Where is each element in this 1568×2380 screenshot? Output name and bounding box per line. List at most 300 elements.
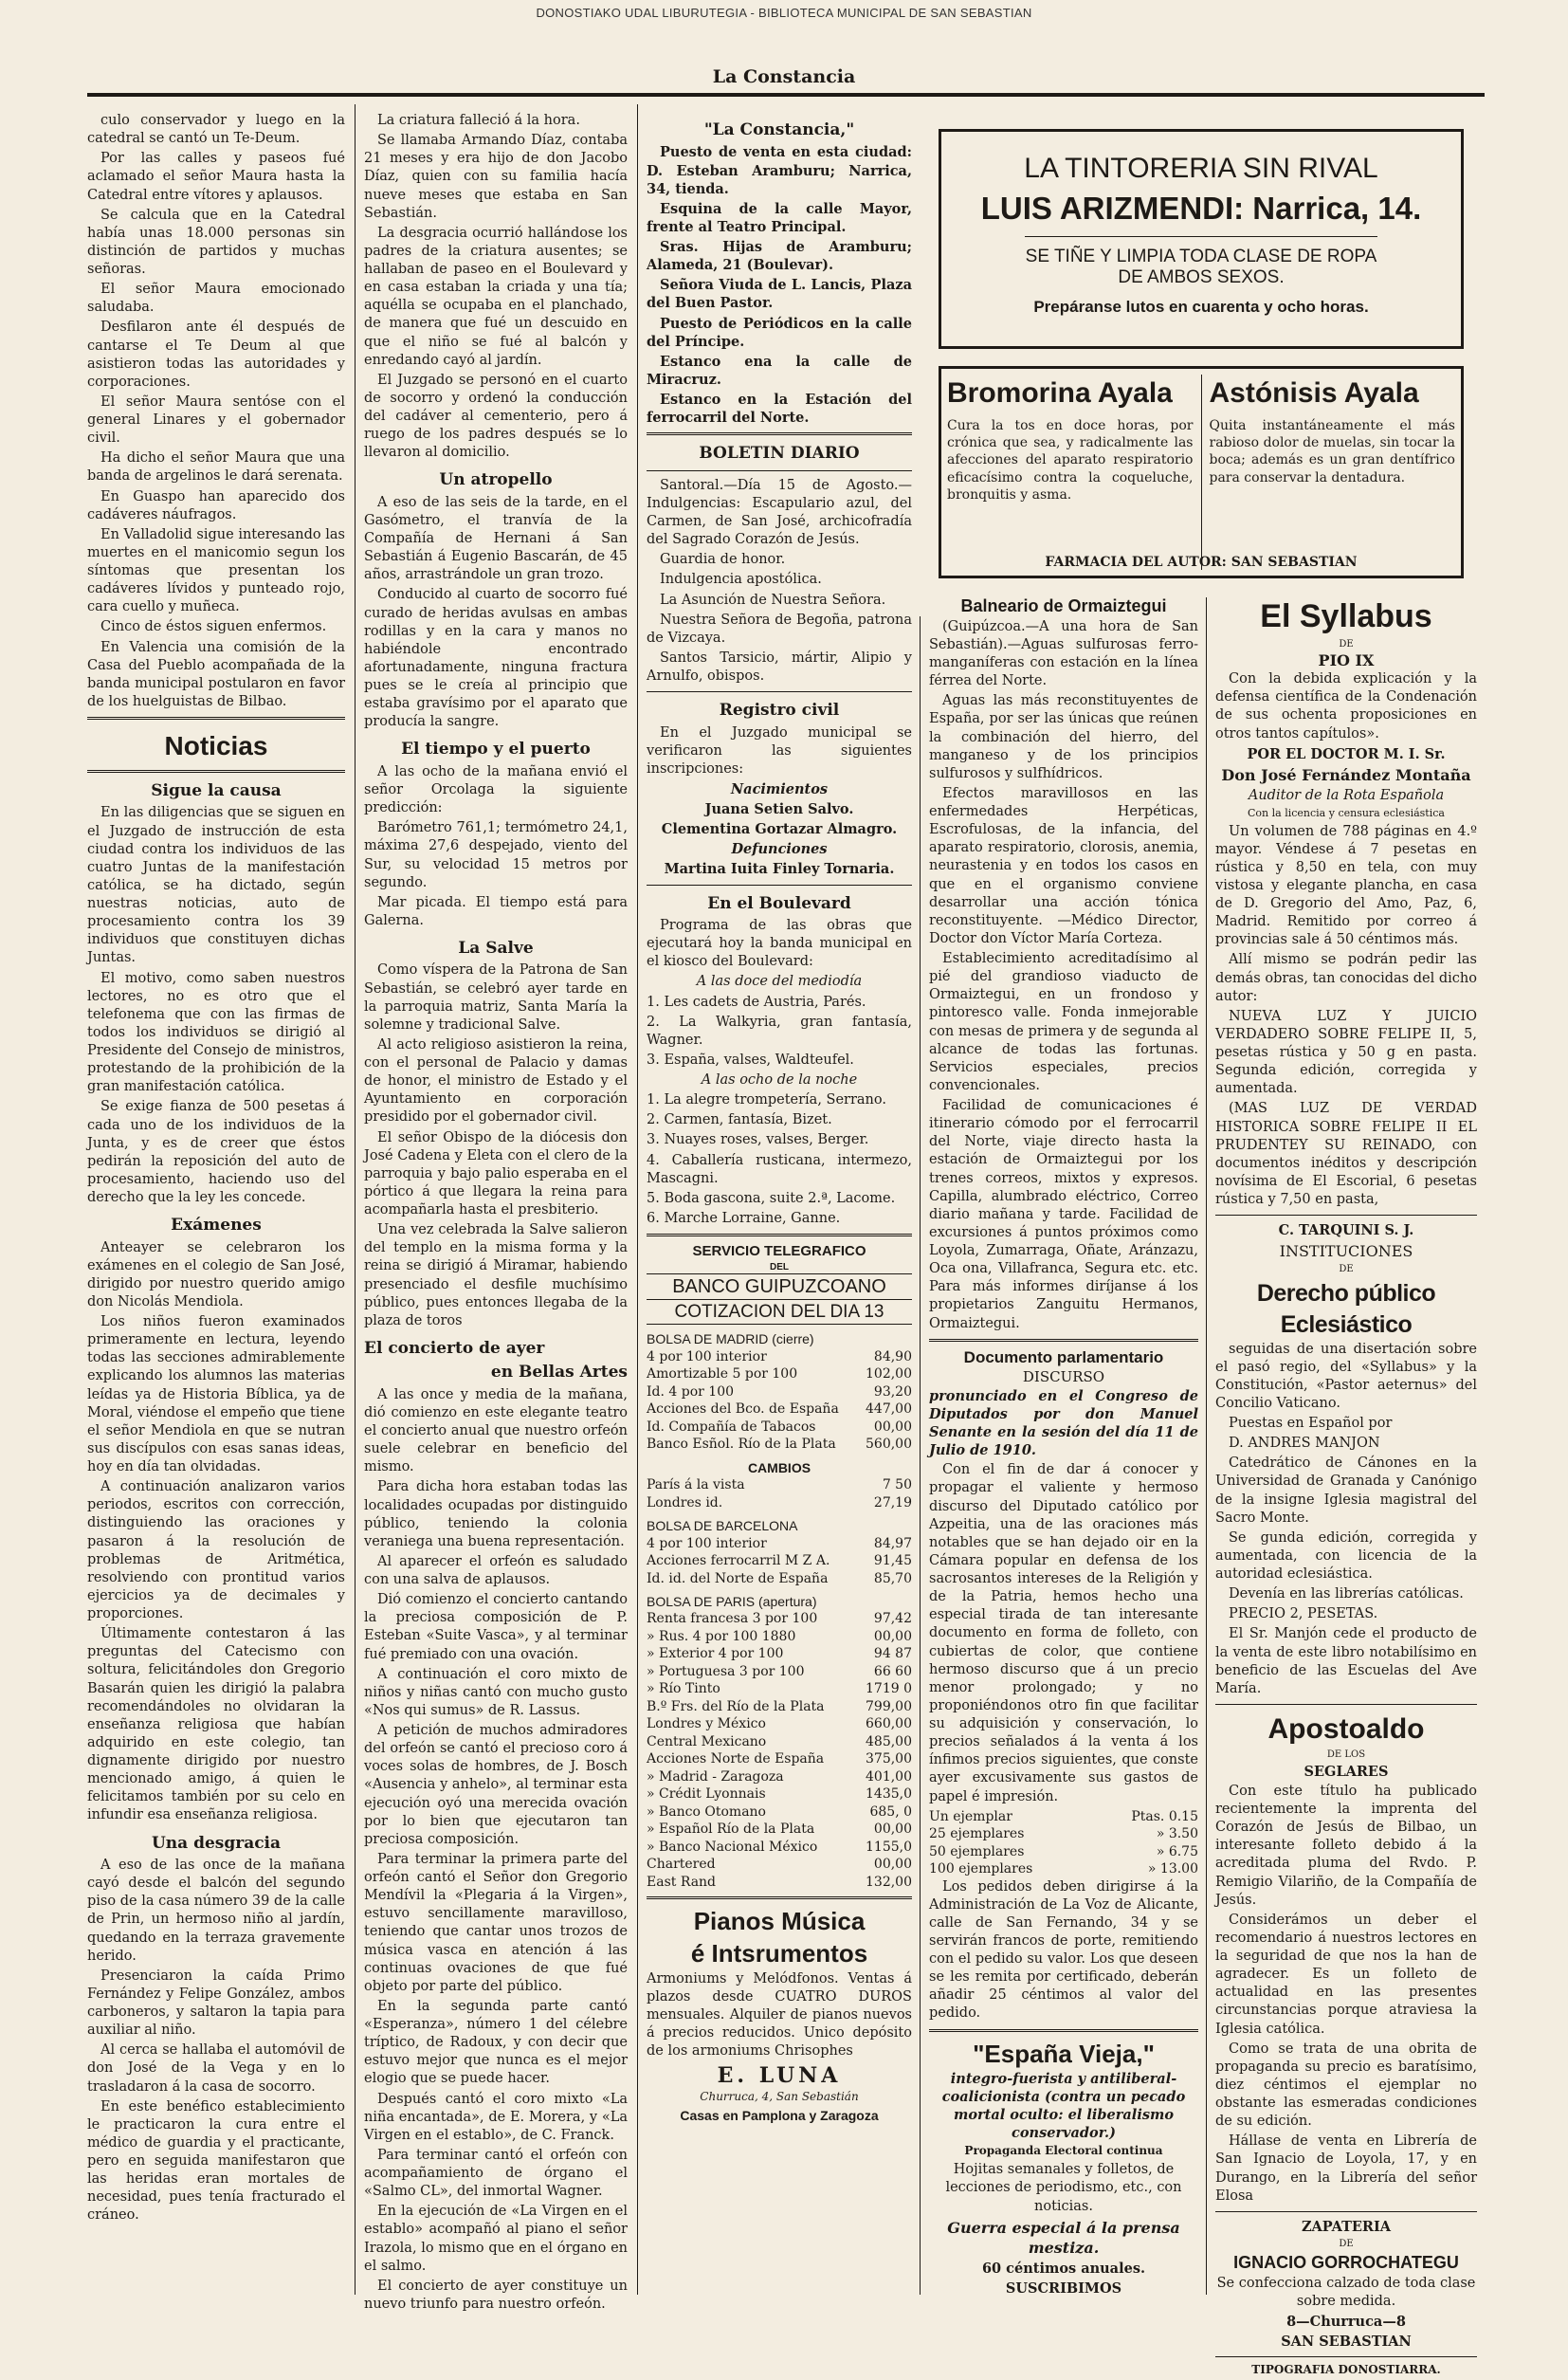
paragraph: El señor Maura sentóse con el general Linares y el gobernador civil.	[87, 394, 345, 447]
paragraph: Efectos maravillosos en las enfermedades Herpéticas, Escrofulosas, de la infancia, del aparato respiratorio, clorosis, anemia, neurastenia y en todos los casos en que en el organismo conviene desarrollar una acción tónica reconstituyente. —Médico Director, Doctor don Víctor María Corteza.	[929, 785, 1198, 946]
price-row	[647, 1750, 912, 1767]
price-row	[647, 1874, 912, 1891]
price-value: 00,00	[873, 1857, 912, 1873]
paragraph: A eso de las seis de la tarde, en el Gasómetro, el tranvía de la Compañía de Hernani á San Sebastián á Eugenio Bascarán, de 45 años, arrastrándole un gran trozo.	[364, 494, 628, 583]
noche-label: A las ocho de la noche	[701, 1072, 858, 1088]
paragraph: 2. La Walkyria, gran fantasía, Wagner.	[647, 1014, 912, 1048]
price-row	[647, 1785, 912, 1803]
price-row	[647, 1401, 912, 1418]
derecho-paras	[1215, 1341, 1477, 1698]
price-value: 447,00	[866, 1401, 912, 1418]
paragraph: Ha dicho el señor Maura que una banda de argelinos le dará serenata.	[87, 450, 345, 485]
price-label: Londres y México	[647, 1716, 766, 1732]
price-value: 1155,0	[866, 1839, 912, 1855]
divider	[647, 432, 912, 435]
apostolado-seglares: SEGLARES	[1304, 1763, 1389, 1780]
paragraph: Últimamente contestaron á las preguntas del Catecismo con soltura, felicitándoles don Gregorio Basarán quien les dirigió la palabra recomendándoles no olvidaran la enseñanza religiosa que habían adquirido en este colegio, tan dignamente dirigido por nuestro mencionado amigo, á quien le felicitamos también por su celo en infundir esa enseñanza religiosa.	[87, 1626, 345, 1823]
divider	[647, 885, 912, 886]
price-label: » Rus. 4 por 100 1880	[647, 1628, 796, 1644]
price-row	[647, 1628, 912, 1645]
price-label: » Madrid - Zaragoza	[647, 1768, 784, 1785]
paragraph: Considerámos un deber el recomendario á nuestros lectores en la seguridad de que nos la han de agradecer. Es un folleto de actualidad en las presentes circunstancias porque atraviesa la Iglesia católica.	[1215, 1912, 1477, 2037]
price-label: East Rand	[647, 1874, 717, 1890]
sigue-title: Sigue la causa	[151, 780, 282, 800]
price-label: 4 por 100 interior	[647, 1535, 767, 1551]
price-row	[647, 1803, 912, 1821]
tarquini: C. TARQUINI S. J.	[1278, 1222, 1414, 1239]
paragraph: Clementina Gortazar Almagro.	[661, 821, 898, 838]
price-value: 84,90	[873, 1348, 912, 1364]
paragraph: Conducido al cuarto de socorro fué curado de heridas avulsas en ambas rodillas y en la cara y manos no habiéndole encontrado afortunadamente, ninguna fractura pues se le creía al principio que estaba gravísimo por el aparato que producía la sangre.	[364, 587, 628, 730]
defunciones-list	[647, 860, 912, 878]
syllabus-author: Don José Fernández Montaña	[1221, 765, 1471, 784]
ejemplares-table	[929, 1808, 1198, 1878]
bromorina-title: Bromorina Ayala	[947, 377, 1173, 409]
column-1	[87, 112, 345, 2227]
column-5	[1215, 595, 1477, 2380]
paragraph: Devenía en las librerías católicas.	[1229, 1586, 1464, 1602]
paragraph: Presenciaron la caída Primo Fernández y Felipe González, ambos carboneros, y saltaron la tapia para auxiliar al niño.	[87, 1968, 345, 2039]
price-value: 97,42	[873, 1611, 912, 1627]
price-value: » 3.50	[1156, 1826, 1198, 1842]
espana-title: "España Vieja,"	[973, 2039, 1155, 2068]
price-label: Acciones ferrocarril M Z A.	[647, 1553, 830, 1569]
mediodia-list	[647, 994, 912, 1071]
column-rule-2	[637, 104, 638, 2295]
tintoreria-name: LUIS ARIZMENDI: Narrica, 14.	[980, 191, 1422, 226]
astonisis-title: Astónisis Ayala	[1209, 377, 1419, 409]
price-value: 132,00	[866, 1874, 912, 1890]
paragraph: Por las calles y paseos fué aclamado el señor Maura hasta la Catedral entre vítores y aplausos.	[87, 151, 345, 203]
divider	[647, 470, 912, 471]
price-value: 84,97	[873, 1535, 912, 1551]
concierto-paras	[364, 1386, 628, 2314]
paragraph: En Valencia una comisión de la Casa del Pueblo acompañada de la banda municipal postularon en favor de los huelguistas de Bilbao.	[87, 639, 345, 709]
paragraph: (Guipúzcoa.—A una hora de San Sebastián).—Aguas sulfurosas ferro-manganíferas con estación en la línea férrea del Norte.	[929, 618, 1198, 689]
paragraph: Como se trata de una obrita de propaganda su precio es baratísimo, diez céntimos el ejemplar no obstante las esmeradas condiciones de su edición.	[1215, 2041, 1477, 2130]
price-value: 102,00	[866, 1366, 912, 1382]
paragraph: Se exige fianza de 500 pesetas á cada uno de los individuos de la Junta, y es de creer que éstos pedirán la reposición del auto de procesamiento, haciendo uso del derecho que la ley les concede.	[87, 1099, 345, 1206]
noticias-title: Noticias	[164, 731, 268, 760]
price-row	[929, 1825, 1198, 1842]
espana-subtitle: integro-fuerista y antiliberal-coalicionista (contra un pecado mortal oculto: el liberalismo conservador.)	[941, 2070, 1186, 2142]
paragraph: 2. Carmen, fantasía, Bizet.	[647, 1112, 832, 1128]
defunciones-label: Defunciones	[731, 841, 828, 858]
paragraph: Sras. Hijas de Aramburu; Alameda, 21 (Boulevar).	[647, 239, 912, 274]
apostolado-title: Apostoaldo	[1267, 1712, 1425, 1745]
divider	[1215, 1215, 1477, 1216]
tipografia: TIPOGRAFIA DONOSTIARRA.	[1251, 2363, 1441, 2377]
column-rule-4	[1206, 597, 1207, 2295]
price-value: 00,00	[873, 1822, 912, 1838]
pianos-title: Pianos Música	[693, 1906, 866, 1935]
price-value: 00,00	[873, 1628, 912, 1644]
paragraph: Facilidad de comunicaciones é itinerario cómodo por el ferrocarril del Norte, viaje directo hasta la estación de Ormaiztegui por los trenes correos, mixtos y expresos. Capilla, alumbrado eléctrico, Correo diario mañana y tarde. Facilidad de excursiones á puntos próximos como Loyola, Zumarraga, Oñate, Aránzazu, Oca ona, Villafranca, Segura etc. etc. Para más informes diríjanse á los propietarios Zanguitu Hermanos, Ormaiztegui.	[929, 1098, 1198, 1331]
price-label: » Río Tinto	[647, 1681, 720, 1697]
atropello-paras	[364, 494, 628, 732]
price-row	[647, 1436, 912, 1453]
price-label: » Crédit Lyonnais	[647, 1786, 766, 1803]
paragraph: En la ejecución de «La Virgen en el establo» acompañó al piano el señor Irazola, lo mismo que en el órgano en el salmo.	[364, 2204, 628, 2274]
divider	[1215, 2211, 1477, 2212]
price-label: Banco Esñol. Río de la Plata	[647, 1437, 836, 1453]
price-row	[647, 1680, 912, 1697]
tintoreria-lutos: Prepáranse lutos en cuarenta y ocho horas.	[1033, 298, 1369, 316]
atropello-title: Un atropello	[439, 470, 553, 490]
column-rule-1	[355, 104, 356, 2295]
salve-paras	[364, 961, 628, 1330]
bromorina-block	[947, 375, 1202, 570]
zapateria: ZAPATERIA	[1301, 2218, 1392, 2235]
price-row	[929, 1860, 1198, 1877]
price-label: Chartered	[647, 1857, 716, 1873]
documento-paras	[929, 1461, 1198, 1805]
luna-address: Churruca, 4, San Sebastián	[700, 2090, 859, 2104]
paragraph: El motivo, como saben nuestros lectores, no es otro que el telefonema que con las firmas de todos los individuos se dirigió al Presidente del Consejo de ministros, protestando de la prohibición de la gran manifestación católica.	[87, 970, 345, 1095]
paragraph: A continuación analizaron varios periodos, escritos con corrección, distinguiendo las oraciones y pasaron á la resolución de problemas de Aritmética, resolviendo con prontitud varios ejercicios ya de decimales y proporciones.	[87, 1479, 345, 1622]
espana-guerra: Guerra especial á la prensa mestiza.	[947, 2218, 1180, 2257]
price-row	[647, 1476, 912, 1493]
paragraph: Se calcula que en la Catedral había unas 18.000 personas sin distinción de partidos y muchas señoras.	[87, 207, 345, 277]
barcelona-table	[647, 1535, 912, 1587]
barcelona-title: BOLSA DE BARCELONA	[647, 1518, 798, 1534]
paragraph: Indulgencia apostólica.	[660, 572, 822, 588]
price-value: 91,45	[873, 1553, 912, 1569]
syllabus-licencia: Con la licencia y censura eclesiástica	[1248, 807, 1445, 820]
paragraph: Estanco en la Estación del ferrocarril del Norte.	[647, 392, 912, 427]
cambios-table	[647, 1476, 912, 1511]
farmacia-line: FARMACIA DEL AUTOR: SAN SEBASTIAN	[1045, 555, 1358, 570]
price-row	[929, 1808, 1198, 1825]
price-label: Londres id.	[647, 1494, 723, 1510]
telegrafico-del: DEL	[770, 1261, 789, 1272]
salve-title: La Salve	[458, 939, 534, 958]
noche-list	[647, 1091, 912, 1228]
price-label: Acciones Norte de España	[647, 1751, 825, 1767]
price-row	[647, 1365, 912, 1382]
paragraph: El señor Maura emocionado saludaba.	[87, 282, 345, 316]
price-label: Renta francesa 3 por 100	[647, 1611, 818, 1627]
masthead: La Constancia	[712, 66, 856, 87]
ayala-ad	[939, 366, 1464, 578]
paragraph: La criatura falleció á la hora.	[377, 113, 580, 128]
paragraph: Al aparecer el orfeón es saludado con una salva de aplausos.	[364, 1553, 628, 1588]
paragraph: Se llamaba Armando Díaz, contaba 21 meses y era hijo de don Jacobo Díaz, quien con su familia hacía nueve meses que estaba en San Sebastián.	[364, 133, 628, 221]
paragraph: A las ocho de la mañana envió el señor Orcolaga la siguiente predicción:	[364, 763, 628, 816]
price-value: 27,19	[873, 1494, 912, 1510]
price-row	[647, 1535, 912, 1552]
zapateria-address: 8—Churruca—8	[1286, 2314, 1406, 2331]
paragraph: Catedrático de Cánones en la Universidad de Granada y Canónigo de la insigne Iglesia magistral del Sacro Monte.	[1215, 1455, 1477, 1526]
paragraph: Los niños fueron examinados primeramente en lectura, leyendo todas las secciones admirablemente explicando los alumnos las materias leídas ya de Historia Bíblica, ya de Moral, viéndose el empeño que tiene el señor Mendiola en que se nutran sus discípulos con esas sanas ideas, hoy en día tan olvidadas.	[87, 1314, 345, 1475]
price-value: 85,70	[873, 1570, 912, 1586]
paragraph: Desfilaron ante él después de cantarse el Te Deum al que asistieron todas las autoridades y corporaciones.	[87, 320, 345, 390]
price-row	[647, 1821, 912, 1838]
banco-title: BANCO GUIPUZCOANO	[647, 1273, 912, 1300]
paris-table	[647, 1610, 912, 1891]
apostolado-de: DE LOS	[1326, 1748, 1366, 1760]
price-label: Un ejemplar	[929, 1808, 1012, 1824]
paragraph: Un volumen de 788 páginas en 4.º mayor. Véndese á 7 pesetas en rústica y 8,50 en tela, con muy vistosa y elegante plancha, en casa de D. Gregorio del Amo, Paz, 6, Madrid. Remitido por correo á provincias sale á 50 céntimos más.	[1215, 823, 1477, 948]
boletin-paras	[647, 477, 912, 686]
telegrafico-title: SERVICIO TELEGRAFICO	[692, 1243, 866, 1259]
price-row	[647, 1768, 912, 1785]
price-value: 660,00	[866, 1716, 912, 1732]
paragraph: En Guaspo han aparecido dos cadáveres náufragos.	[87, 488, 345, 522]
paragraph: El concierto de ayer constituye un nuevo triunfo para nuestro orfeón.	[364, 2278, 628, 2312]
syllabus-intro: Con la debida explicación y la defensa científica de la Condenación de sus ochenta proposiciones en otros tantos capítulos».	[1215, 671, 1477, 741]
paragraph: 6. Marche Lorraine, Ganne.	[647, 1210, 841, 1226]
paragraph: El Juzgado se personó en el cuarto de socorro y ordenó la conducción del cadáver al cementerio, pero á ruego de los padres después se lo llevaron al domicilio.	[364, 372, 628, 461]
column-4	[929, 595, 1198, 2299]
examenes-title: Exámenes	[171, 1216, 262, 1236]
desgracia-cont-paras	[364, 112, 628, 462]
price-value: 94 87	[873, 1646, 912, 1662]
price-value: 00,00	[873, 1419, 912, 1435]
price-row	[647, 1663, 912, 1680]
price-label: » Exterior 4 por 100	[647, 1646, 784, 1662]
boletin-title: BOLETIN DIARIO	[699, 444, 860, 464]
divider	[647, 1234, 912, 1236]
price-label: » Portuguesa 3 por 100	[647, 1663, 805, 1679]
paragraph: Puesto de Periódicos en la calle del Príncipe.	[647, 315, 912, 350]
paragraph: Guardia de honor.	[660, 552, 786, 568]
paragraph: Juana Setien Salvo.	[704, 801, 854, 818]
price-row	[647, 1733, 912, 1750]
price-label: París á la vista	[647, 1477, 745, 1493]
syllabus-pio: PIO IX	[1318, 651, 1375, 670]
paragraph: Barómetro 761,1; termómetro 24,1, máxima 27,6 despejado, viento del Sur, su velocidad 15 metros por segundo.	[364, 820, 628, 890]
price-row	[929, 1843, 1198, 1860]
instituciones-de: DE	[1339, 1264, 1354, 1275]
discurso-subtitle: pronunciado en el Congreso de Diputados por don Manuel Senante en la sesión del día 11 de Julio de 1910.	[929, 1387, 1198, 1459]
archive-header: DONOSTIAKO UDAL LIBURUTEGIA - BIBLIOTECA MUNICIPAL DE SAN SEBASTIAN	[536, 6, 1032, 20]
tintoreria-title: LA TINTORERIA SIN RIVAL	[1024, 153, 1378, 184]
espana-suscribimos: SUSCRIBIMOS	[1005, 2279, 1122, 2297]
sigue-paras	[87, 804, 345, 1207]
paragraph: La desgracia ocurrió hallándose los padres de la criatura ausentes; se hallaban de paseo en el Boulevard y en casa estaban la criada y una tía; aquélla se ocupaba en el planchado, de manera que fué un descuido en que el niño se fué al balcón y enredando cayó al jardín.	[364, 225, 628, 368]
paragraph: seguidas de una disertación sobre el pasó regio, del «Syllabus» y la Constitución, «Pastor aeternus» del Concilio Vaticano.	[1215, 1341, 1477, 1411]
desgracia-paras	[87, 1857, 345, 2225]
tiempo-paras	[364, 763, 628, 930]
instituciones: INSTITUCIONES	[1279, 1242, 1413, 1261]
price-label: » Banco Nacional México	[647, 1839, 818, 1855]
price-label: B.º Frs. del Río de la Plata	[647, 1698, 825, 1714]
paragraph: 4. Caballería rusticana, intermezo, Mascagni.	[647, 1152, 912, 1186]
price-label: 50 ejemplares	[929, 1843, 1025, 1859]
price-label: Id. 4 por 100	[647, 1383, 735, 1400]
price-label: Id. Compañía de Tabacos	[647, 1419, 816, 1435]
paragraph: Con este título ha publicado recientemente la imprenta del Corazón de Jesús de Bilbao, un interesante folleto debido á la acreditada pluma del Rvdo. P. Remigio Vilariño, de la Compañía de Jesús.	[1215, 1783, 1477, 1908]
concierto-subtitle: en Bellas Artes	[490, 1363, 628, 1382]
price-value: 1435,0	[866, 1786, 912, 1803]
paragraph: Allí mismo se podrán pedir las demás obras, tan conocidas del dicho autor:	[1215, 952, 1477, 1004]
price-value: 485,00	[866, 1733, 912, 1749]
paris-title: BOLSA DE PARIS (apertura)	[647, 1594, 817, 1610]
price-value: 66 60	[873, 1663, 912, 1679]
registro-title: Registro civil	[719, 701, 840, 721]
price-value: 799,00	[866, 1698, 912, 1714]
paragraph: PRECIO 2, PESETAS.	[1229, 1606, 1378, 1622]
mediodia-label: A las doce del mediodía	[696, 974, 863, 990]
divider	[929, 2029, 1198, 2032]
price-row	[647, 1715, 912, 1732]
divider	[87, 770, 345, 773]
price-value: 401,00	[866, 1768, 912, 1785]
espana-propaganda: Propaganda Electoral continua	[964, 2144, 1163, 2158]
paragraph: Esquina de la calle Mayor, frente al Teatro Principal.	[647, 200, 912, 235]
paragraph: Con el fin de dar á conocer y propagar el valiente y hermoso discurso del Diputado católico por Azpeitia, una de las oraciones más notables que se han dejado oir en la Cámara popular en defensa de los sacrosantos intereses de la Religión y de la Patria, hemos hecho una especial tirada de tan interesante documento en forma de folleto, con cubiertas de color, que contiene hermoso discurso que á un precio menor prolongado; y no proponiéndonos otro fin que facilitar su adquisición y conservación, lo precios señalados á la venta á los ínfimos precios siguientes, que conste ayer excusivamente sus gastos de papel é impresión.	[929, 1462, 1198, 1804]
nacimientos-list	[647, 800, 912, 838]
price-row	[647, 1645, 912, 1662]
nacimientos-label: Nacimientos	[730, 780, 829, 797]
divider	[1215, 1704, 1477, 1705]
paragraph: En Valladolid sigue interesando las muertes en el manicomio segun los síntomas que presentan los cadáveres lívidos y punteado rojo, cara cuello y muñeca.	[87, 526, 345, 615]
astonisis-text: Quita instantáneamente el más rabioso dolor de muelas, sin tocar la boca; además es un gran dentífrico para conservar la dentadura.	[1209, 418, 1455, 485]
divider	[1215, 2356, 1477, 2357]
paragraph: A las once y media de la mañana, dió comienzo en este elegante teatro el concierto anual que nuestro orfeón suele celebrar en beneficio del mismo.	[364, 1386, 628, 1475]
price-row	[647, 1552, 912, 1569]
paragraph: Como víspera de la Patrona de San Sebastián, se celebró ayer tarde en la parroquia matriz, Santa María la solemne y tradicional Salve.	[364, 962, 628, 1033]
divider	[647, 691, 912, 692]
price-value: 93,20	[873, 1383, 912, 1400]
paragraph: Después cantó el coro mixto «La niña encantada», de E. Morera, y «La Virgen en el establo», de C. Franck.	[364, 2091, 628, 2143]
examenes-paras	[87, 1239, 345, 1825]
paragraph: A continuación el coro mixto de niños y niñas cantó con mucho gusto «Nos qui sumus» de R. Lassus.	[364, 1666, 628, 1718]
desgracia-title: Una desgracia	[151, 1833, 282, 1853]
price-label: Acciones del Bco. de España	[647, 1401, 839, 1418]
pedidos-text: Los pedidos deben dirigirse á la Administración de La Voz de Alicante, calle de San Fernando, 34 y se servirán francos de porte, remitiendo con el pedido su valor. Los que deseen se les remita por certificado, deberán añadir 25 céntimos al valor del pedido.	[929, 1878, 1198, 2022]
paragraph: Se gunda edición, corregida y aumentada, con licencia de la autoridad eclesiástica.	[1215, 1529, 1477, 1583]
paragraph: Aguas las más reconstituyentes de España, por ser las únicas que reúnen la combinación del hierro, del manganeso y de los principios sulfurosos y sulfhídricos.	[929, 693, 1198, 781]
paragraph: Para terminar la primera parte del orfeón cantó el Señor don Gregorio Mendívil la «Plegaria á la Virgen», estuvo sencillamente maravilloso, teniendo que cantar unos trozos de música vasca en atención á las continuas ovaciones de que fué objeto por parte del público.	[364, 1851, 628, 1994]
paragraph: En la segunda parte cantó «Esperanza», número 1 del célebre tríptico, de Radoux, y con decir que estuvo mejor que nunca es el mejor elogio que se puede hacer.	[364, 1998, 628, 2087]
paragraph: El señor Obispo de la diócesis don José Cadena y Eleta con el clero de la parroquia y bajo palio esperaba en el pórtico á que llegara la reina para acompañarla hasta el presbiterio.	[364, 1129, 628, 1218]
paragraph: Para dicha hora estaban todas las localidades ocupadas por distinguido público, teniendo la colonia veraniega una buena representación.	[364, 1479, 628, 1549]
price-value: » 6.75	[1156, 1843, 1198, 1859]
price-row	[647, 1494, 912, 1511]
column-rule-3	[920, 616, 921, 2295]
paragraph: La Asunción de Nuestra Señora.	[660, 592, 886, 608]
registro-intro: En el Juzgado municipal se verificaron las siguientes inscripciones:	[647, 724, 912, 777]
paragraph: A petición de muchos admiradores del orfeón se cantó el precioso coro á voces solas de hombres, de J. Bosch «Ausencia y anhelo», al terminar esta ejecución oyó una merecida ovación por lo bien que ejecutaron tan preciosa composición.	[364, 1723, 628, 1847]
espana-precio: 60 céntimos anuales.	[981, 2260, 1146, 2277]
paragraph: 1. La alegre trompetería, Serrano.	[647, 1092, 886, 1108]
paragraph: Para terminar cantó el orfeón con acompañamiento de órgano el «Salmo CL», del inmortal Wagner.	[364, 2147, 628, 2200]
paragraph: Santoral.—Día 15 de Agosto.— Indulgencias: Escapulario azul, del Carmen, de San José, archicofradía del Sagrado Corazón de Jesús.	[647, 477, 912, 548]
top-rule	[87, 93, 1485, 97]
price-label: 4 por 100 interior	[647, 1348, 767, 1364]
paragraph: Al cerca se hallaba el automóvil de don José de la Vega y en lo trasladaron á la casa de socorro.	[87, 2042, 345, 2095]
divider	[87, 717, 345, 720]
price-label: 25 ejemplares	[929, 1826, 1025, 1842]
price-label: Central Mexicano	[647, 1733, 767, 1749]
syllabus-por: POR EL DOCTOR M. I. Sr.	[1247, 745, 1446, 762]
tintoreria-line: SE TIÑE Y LIMPIA TODA CLASE DE ROPA DE AMBOS SEXOS.	[1025, 247, 1377, 287]
price-row	[647, 1856, 912, 1873]
paragraph: Santos Tarsicio, mártir, Alipio y Arnulfo, obispos.	[647, 650, 912, 684]
price-label: Amortizable 5 por 100	[647, 1366, 798, 1382]
paragraph: Dió comienzo el concierto cantando la preciosa composición de P. Esteban «Suite Vasca», y al terminar fué premiado con una ovación.	[364, 1592, 628, 1662]
paragraph: 1. Les cadets de Austria, Parés.	[647, 994, 866, 1010]
boulevard-title: En el Boulevard	[707, 893, 851, 913]
paragraph: (MAS LUZ DE VERDAD HISTORICA SOBRE FELIPE II EL PRUDENTEY SU REINADO, con documentos inéditos y descripción novísima de El Escorial, 6 pesetas rústica y 7,50 en pasta,	[1215, 1101, 1477, 1208]
price-value: 685, 0	[869, 1803, 912, 1820]
syllabus-title: El Syllabus	[1260, 598, 1432, 634]
paragraph: 3. España, valses, Waldteufel.	[647, 1052, 854, 1068]
paragraph: Mar picada. El tiempo está para Galerna.	[364, 894, 628, 928]
paragraph: Anteayer se celebraron los exámenes en el colegio de San José, dirigido por nuestro querido amigo don Nicolás Mendiola.	[87, 1239, 345, 1309]
espana-text: Hojitas semanales y folletos, de lecciones de periodismo, etc., con noticias.	[945, 2162, 1182, 2214]
paragraph: En este benéfico establecimiento le practicaron la cura entre el médico de guardia y el practicante, pero en seguida manifestaron que las heridas eran mortales de necesidad, pues tenía fracturado el cráneo.	[87, 2098, 345, 2224]
price-row	[647, 1698, 912, 1715]
paragraph: Establecimiento acreditadísimo al pié del grandioso viaducto de Ormaiztegui, en un frondoso y pintoresco valle. Fonda inmejorable con mesas de primera y de segunda al alcance de todas las fortunas. Servicios especiales, precios convencionales.	[929, 951, 1198, 1093]
paragraph: A eso de las once de la mañana cayó desde el balcón del segundo piso de la casa número 39 de la calle de Prin, un hermoso niño al jardín, quedando en la terraza gravemente herido.	[87, 1858, 345, 1964]
paragraph: D. ANDRES MANJON	[1229, 1436, 1380, 1452]
discurso-title: DISCURSO	[1022, 1368, 1105, 1386]
zapateria-city: SAN SEBASTIAN	[1281, 2334, 1412, 2351]
news-paras	[87, 112, 345, 711]
paragraph: Una vez celebrada la Salve salieron del templo en la misma forma y la reina se dirigió á Miramar, habiendo presenciado el desfile muchísimo público, pues entonces llegaba de la plaza de toros	[364, 1222, 628, 1328]
paragraph: 3. Nuayes roses, valses, Berger.	[647, 1132, 869, 1148]
balneario-title: Balneario de Ormaiztegui	[960, 596, 1167, 615]
paragraph: Estanco ena la calle de Miracruz.	[647, 353, 912, 388]
price-label: 100 ejemplares	[929, 1861, 1033, 1877]
boulevard-intro: Programa de las obras que ejecutará hoy la banda municipal en el kiosco del Boulevard:	[647, 918, 912, 970]
paragraph: Cinco de éstos siguen enfermos.	[100, 619, 327, 635]
pianos-subtitle: é Intsrumentos	[690, 1939, 868, 1968]
price-value: 560,00	[866, 1437, 912, 1453]
balneario-paras	[929, 618, 1198, 1333]
syllabus-paras	[1215, 823, 1477, 1210]
price-row	[647, 1570, 912, 1587]
paragraph: NUEVA LUZ Y JUICIO VERDADERO SOBRE FELIPE II, 5, pesetas rústica y 50 g en pasta. Segunda edición, corregida y aumentada.	[1215, 1008, 1477, 1097]
venta-lines	[647, 143, 912, 427]
column-2	[364, 112, 628, 2316]
zapateria-name: IGNACIO GORROCHATEGU	[1233, 2253, 1459, 2273]
price-row	[647, 1348, 912, 1365]
venta-title: "La Constancia,"	[703, 120, 855, 139]
price-row	[647, 1383, 912, 1401]
cotizacion-title: COTIZACION DEL DIA 13	[647, 1300, 912, 1325]
price-label: » Banco Otomano	[647, 1803, 766, 1820]
divider	[929, 1339, 1198, 1342]
paragraph: Al acto religioso asistieron la reina, con el personal de Palacio y damas de honor, el ministro de Estado y el Ayuntamiento en corporación presidido por el gobernador civil.	[364, 1036, 628, 1126]
paragraph: 5. Boda gascona, suite 2.ª, Lacome.	[647, 1190, 896, 1206]
price-label: Id. id. del Norte de España	[647, 1570, 829, 1586]
derecho-title: Derecho público Eclesiástico	[1256, 1279, 1436, 1338]
syllabus-de: DE	[1339, 638, 1354, 650]
paragraph: El Sr. Manjón cede el producto de la venta de este libro notabilísimo en beneficio de las Escuelas del Ave María.	[1215, 1626, 1477, 1696]
paragraph: Puesto de venta en esta ciudad: D. Esteban Aramburu; Narrica, 34, tienda.	[647, 144, 912, 197]
documento-title: Documento parlamentario	[963, 1347, 1164, 1366]
zapateria-text: Se confecciona calzado de toda clase sobre medida.	[1216, 2275, 1476, 2309]
luna-casas: Casas en Pamplona y Zaragoza	[680, 2108, 879, 2124]
paragraph: Puestas en Español por	[1229, 1416, 1393, 1432]
price-value: 1719 0	[866, 1681, 912, 1697]
madrid-title: BOLSA DE MADRID (cierre)	[647, 1331, 814, 1347]
syllabus-auditor: Auditor de la Rota Española	[1248, 787, 1445, 803]
paragraph: En las diligencias que se siguen en el Juzgado de instrucción de esta ciudad contra los individuos de las cuatro Juntas de la manifestación católica, se ha dictado, según nuestras noticias, auto de procesamiento contra los 39 individuos que constituyen dichas Juntas.	[87, 805, 345, 966]
price-value: » 13.00	[1147, 1861, 1198, 1877]
tintoreria-ad	[939, 129, 1464, 349]
paragraph: culo conservador y luego en la catedral se cantó un Te-Deum.	[87, 113, 345, 147]
cambios-title: CAMBIOS	[747, 1459, 811, 1475]
paragraph: Martina Iuita Finley Tornaria.	[664, 861, 895, 878]
price-label: » Español Río de la Plata	[647, 1822, 815, 1838]
pianos-text: Armoniums y Melódfonos. Ventas á plazos desde CUATRO DUROS mensuales. Alquiler de pianos nuevos á precios reducidos. Unico depósito de los armoniums Chrisophes	[647, 1970, 912, 2060]
zapateria-de: DE	[1339, 2238, 1354, 2249]
